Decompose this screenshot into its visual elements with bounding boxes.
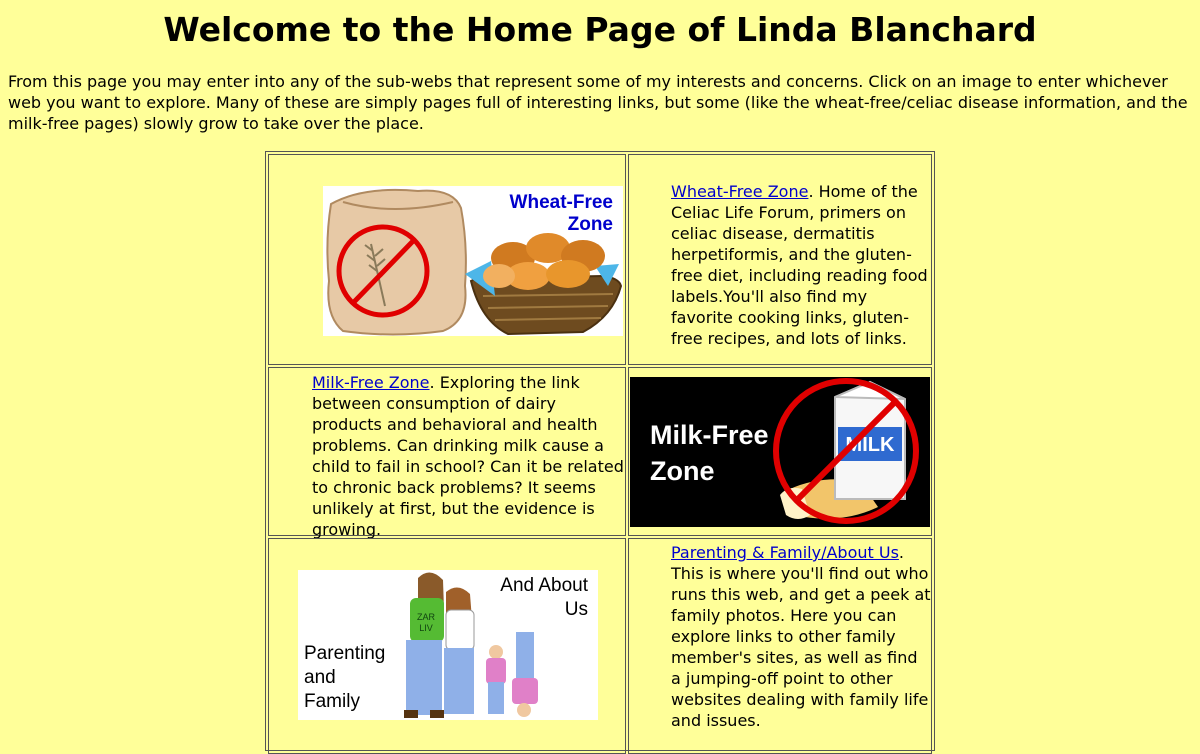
family-description (671, 542, 931, 731)
shirt-text-line1: ZAR (417, 612, 435, 622)
family-image-parenting (304, 642, 385, 714)
wheat-text-cell (628, 154, 932, 365)
wheat-free-zone-link[interactable]: Wheat-Free Zone (671, 182, 809, 201)
wheat-description (671, 181, 933, 349)
parenting-family-link[interactable]: Parenting & Family/About Us (671, 543, 899, 562)
wheat-image-cell (268, 154, 626, 365)
page-title: Welcome to the Home Page of Linda Blanchard (163, 10, 1037, 49)
family-text-cell (628, 538, 932, 754)
family-image-parenting-line1: Parenting (304, 643, 386, 664)
shirt-text-line2: LIV (419, 623, 433, 633)
family-image-about (500, 574, 588, 622)
milk-image-title-line1: Milk-Free (650, 420, 769, 450)
family-image-cell (268, 538, 626, 754)
family-image-about-line1: And About (500, 575, 588, 596)
milk-free-zone-link[interactable]: Milk-Free Zone (312, 373, 430, 392)
milk-image-cell (628, 367, 932, 536)
wheat-image-title-line1: Wheat-Free (509, 192, 613, 213)
milk-free-zone-image[interactable] (630, 377, 930, 527)
family-image-about-line2: Us (564, 599, 588, 620)
sub-webs-table (265, 151, 935, 751)
milk-description-text: . Exploring the link between consumption of dairy products and behavioral and health problems. Can drinking milk cause a child to fail in school? Can it be related to chronic back problems? It seems unlikely at first, but the evidence is growing. (312, 373, 624, 539)
milk-description (312, 372, 624, 540)
milk-text-cell (268, 367, 626, 539)
carton-label: MILK (845, 434, 895, 456)
wheat-image-title-line2: Zone (567, 214, 613, 235)
family-image-parenting-line2: and (304, 667, 336, 688)
parenting-family-image[interactable] (298, 570, 598, 720)
milk-image-title (650, 417, 769, 489)
wheat-image-title (510, 192, 613, 236)
family-description-text: . This is where you'll find out who runs this web, and get a peek at family photos. Here you can explore links to other family member's sites, as well as find a jumping-off point to other websites dealing with family life and issues. (671, 543, 931, 730)
family-image-parenting-line3: Family (304, 691, 360, 712)
wheat-description-text: . Home of the Celiac Life Forum, primers on celiac disease, dermatitis herpetiformis, and the gluten-free diet, including reading food labels.You'll also find my favorite cooking links, gluten-free recipes, and lots of links. (671, 182, 928, 348)
intro-paragraph: From this page you may enter into any of the sub-webs that represent some of my interests and concerns. Click on an image to enter whichever web you want to explore. Many of these are simply pages full of interesting links, but some (like the wheat-free/celiac disease information, and the milk-free pages) slowly grow to take over the place. (8, 72, 1188, 133)
wheat-free-zone-image[interactable] (323, 186, 623, 336)
milk-image-title-line2: Zone (650, 456, 715, 486)
